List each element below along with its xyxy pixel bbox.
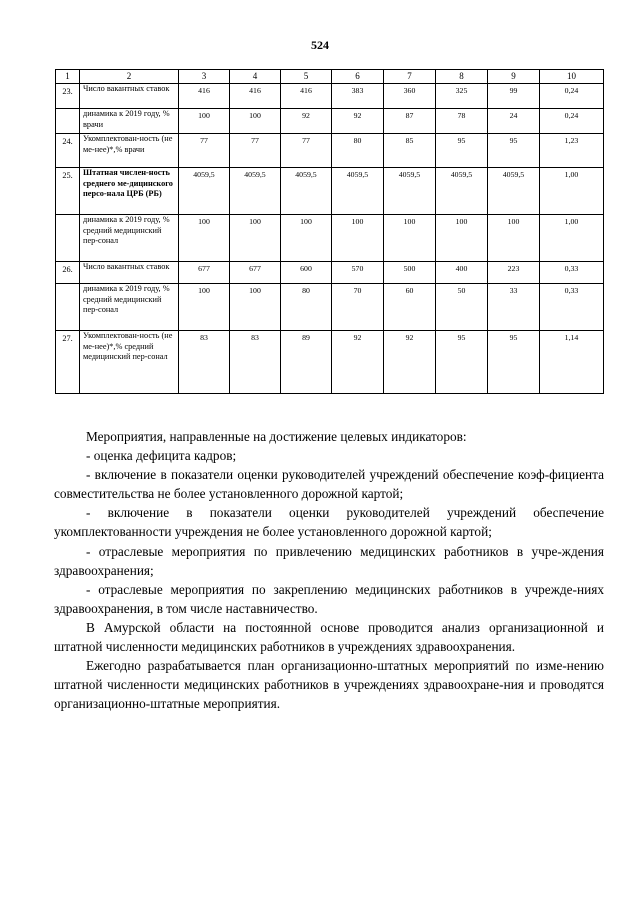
paragraph: - включение в показатели оценки руководителей учреждений обеспечение укомплектованности учреждения не более установленного дорожной картой; — [54, 505, 604, 540]
column-header: 8 — [436, 70, 488, 84]
value-cell: 677 — [230, 262, 281, 284]
value-cell: 95 — [488, 134, 540, 168]
column-header: 10 — [540, 70, 604, 84]
value-cell: 77 — [179, 134, 230, 168]
value-cell: 83 — [230, 331, 281, 394]
value-cell: 95 — [488, 331, 540, 394]
indicator-name: Число вакантных ставок — [80, 84, 179, 109]
value-cell: 400 — [436, 262, 488, 284]
value-cell: 4059,5 — [384, 168, 436, 215]
value-cell: 0,33 — [540, 262, 604, 284]
value-cell: 570 — [332, 262, 384, 284]
value-cell: 77 — [281, 134, 332, 168]
value-cell: 80 — [332, 134, 384, 168]
column-header: 5 — [281, 70, 332, 84]
value-cell: 92 — [281, 109, 332, 134]
value-cell: 85 — [384, 134, 436, 168]
table-row — [56, 109, 604, 134]
value-cell: 416 — [179, 84, 230, 109]
value-cell: 83 — [179, 331, 230, 394]
value-cell: 4059,5 — [230, 168, 281, 215]
value-cell: 50 — [436, 284, 488, 331]
value-cell: 100 — [436, 215, 488, 262]
value-cell: 100 — [230, 284, 281, 331]
value-cell: 1,14 — [540, 331, 604, 394]
column-header: 2 — [80, 70, 179, 84]
column-header: 4 — [230, 70, 281, 84]
column-header: 6 — [332, 70, 384, 84]
row-number: 25. — [56, 168, 80, 215]
value-cell: 99 — [488, 84, 540, 109]
value-cell: 100 — [488, 215, 540, 262]
value-cell: 100 — [384, 215, 436, 262]
value-cell: 100 — [230, 215, 281, 262]
value-cell: 78 — [436, 109, 488, 134]
paragraph: - отраслевые мероприятия по закреплению медицинских работников в учрежде-ниях здравоохранения, в том числе наставничество. — [54, 581, 604, 616]
value-cell: 24 — [488, 109, 540, 134]
value-cell: 92 — [332, 109, 384, 134]
value-cell: 1,00 — [540, 215, 604, 262]
value-cell: 1,00 — [540, 168, 604, 215]
value-cell: 4059,5 — [179, 168, 230, 215]
indicator-name: Укомплектован-ность (не ме-нее)*,% врачи — [80, 134, 179, 168]
indicator-name: Укомплектован-ность (не ме-нее)*,% средний медицинский пер-сонал — [80, 331, 179, 394]
value-cell: 89 — [281, 331, 332, 394]
indicator-name: динамика к 2019 году, % средний медицинский пер-сонал — [80, 215, 179, 262]
row-number: 26. — [56, 262, 80, 284]
value-cell: 4059,5 — [488, 168, 540, 215]
paragraph: В Амурской области на постоянной основе проводится анализ организационной и штатной численности медицинских работников в учреждениях здравоохранения. — [54, 619, 604, 655]
table-row — [56, 284, 604, 331]
row-number: 27. — [56, 331, 80, 394]
value-cell: 360 — [384, 84, 436, 109]
value-cell: 92 — [332, 331, 384, 394]
column-header: 9 — [488, 70, 540, 84]
value-cell: 80 — [281, 284, 332, 331]
value-cell: 0,24 — [540, 84, 604, 109]
body-text — [54, 427, 604, 713]
value-cell: 70 — [332, 284, 384, 331]
table-row — [56, 84, 604, 109]
value-cell: 95 — [436, 134, 488, 168]
value-cell: 416 — [230, 84, 281, 109]
table-row — [56, 134, 604, 168]
paragraph: - оценка дефицита кадров; — [86, 448, 237, 464]
value-cell: 100 — [179, 109, 230, 134]
indicator-name: динамика к 2019 году, % врачи — [80, 109, 179, 134]
table-row — [56, 331, 604, 394]
value-cell: 500 — [384, 262, 436, 284]
row-number: 24. — [56, 134, 80, 168]
paragraph: Ежегодно разрабатывается план организационно-штатных мероприятий по изме-нению штатной численности медицинских работников в учреждениях здравоохране-ния и проводятся организационно-штатные мероприятия. — [54, 658, 604, 712]
indicator-name: динамика к 2019 году, % средний медицинский пер-сонал — [80, 284, 179, 331]
value-cell: 4059,5 — [332, 168, 384, 215]
value-cell: 100 — [230, 109, 281, 134]
row-number — [56, 215, 80, 262]
column-header: 7 — [384, 70, 436, 84]
table-row — [56, 262, 604, 284]
value-cell: 60 — [384, 284, 436, 331]
value-cell: 325 — [436, 84, 488, 109]
paragraph: - отраслевые мероприятия по привлечению медицинских работников в учре-ждения здравоохранения; — [54, 543, 604, 578]
indicator-name: Число вакантных ставок — [80, 262, 179, 284]
value-cell: 1,23 — [540, 134, 604, 168]
value-cell: 100 — [332, 215, 384, 262]
value-cell: 92 — [384, 331, 436, 394]
indicators-table — [55, 69, 604, 394]
value-cell: 0,33 — [540, 284, 604, 331]
row-number — [56, 109, 80, 134]
value-cell: 100 — [281, 215, 332, 262]
value-cell: 4059,5 — [281, 168, 332, 215]
value-cell: 33 — [488, 284, 540, 331]
row-number — [56, 284, 80, 331]
value-cell: 4059,5 — [436, 168, 488, 215]
paragraph: Мероприятия, направленные на достижение целевых индикаторов: — [86, 429, 467, 444]
paragraph: - включение в показатели оценки руководителей учреждений обеспечение коэф-фициента совместительства не более установленного дорожной картой; — [54, 467, 604, 502]
value-cell: 416 — [281, 84, 332, 109]
value-cell: 677 — [179, 262, 230, 284]
value-cell: 383 — [332, 84, 384, 109]
value-cell: 600 — [281, 262, 332, 284]
table-header-row — [56, 70, 604, 84]
value-cell: 77 — [230, 134, 281, 168]
value-cell: 0,24 — [540, 109, 604, 134]
page-number: 524 — [311, 38, 329, 52]
row-number: 23. — [56, 84, 80, 109]
column-header: 1 — [56, 70, 80, 84]
indicator-name: Штатная числен-ность среднего ме-дицинского персо-нала ЦРБ (РБ) — [80, 168, 179, 215]
table-row — [56, 168, 604, 215]
table-row — [56, 215, 604, 262]
value-cell: 87 — [384, 109, 436, 134]
column-header: 3 — [179, 70, 230, 84]
value-cell: 100 — [179, 284, 230, 331]
value-cell: 223 — [488, 262, 540, 284]
value-cell: 95 — [436, 331, 488, 394]
value-cell: 100 — [179, 215, 230, 262]
